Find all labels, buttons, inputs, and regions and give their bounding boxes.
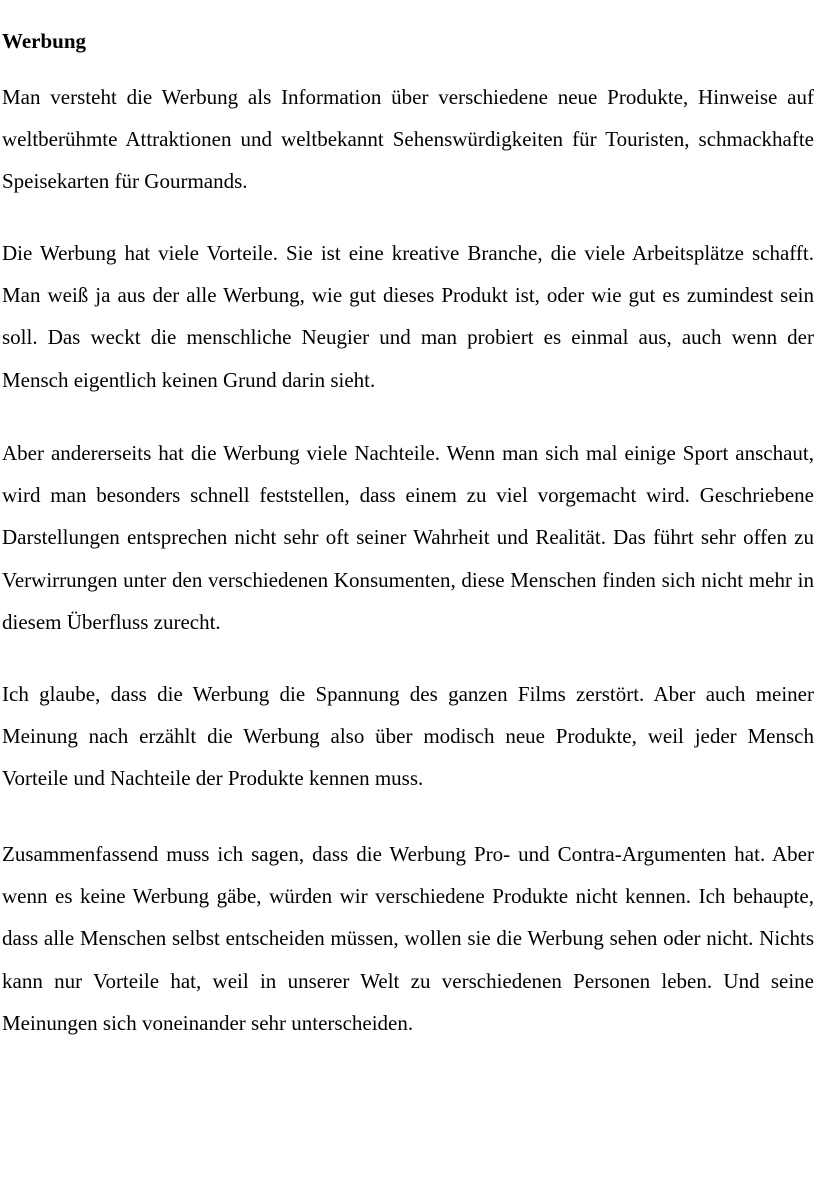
paragraph-conclusion: Zusammenfassend muss ich sagen, dass die Werbung Pro- und Contra-Argumenten hat. Aber wenn es keine Werbung gäbe, würden wir verschiedene Produkte nicht kennen. Ich behaupte, dass alle Menschen selbst entscheiden müssen, wollen sie die Werbung sehen oder nicht. Nichts kann nur Vorteile hat, weil in unserer Welt zu verschiedenen Personen leben. Und seine Meinungen sich voneinander sehr unterscheiden.: [2, 842, 814, 1035]
paragraph-intro: Man versteht die Werbung als Information über verschiedene neue Produkte, Hinweise auf weltberühmte Attraktionen und weltbekannt Sehenswürdigkeiten für Touristen, schmackhafte Speisekarten für Gourmands.: [2, 85, 814, 194]
paragraph-disadvantages: Aber andererseits hat die Werbung viele Nachteile. Wenn man sich mal einige Sport anschaut, wird man besonders schnell feststellen, dass einem zu viel vorgemacht wird. Geschriebene Darstellungen entsprechen nicht sehr oft seiner Wahrheit und Realität. Das führt sehr offen zu Verwirrungen unter den verschiedenen Konsumenten, diese Menschen finden sich nicht mehr in diesem Überfluss zurecht.: [2, 441, 814, 634]
paragraph-advantages: Die Werbung hat viele Vorteile. Sie ist eine kreative Branche, die viele Arbeitsplätze schafft. Man weiß ja aus der alle Werbung, wie gut dieses Produkt ist, oder wie gut es zumindest sein soll. Das weckt die menschliche Neugier und man probiert es einmal aus, auch wenn der Mensch eigentlich keinen Grund darin sieht.: [2, 241, 814, 392]
paragraph-opinion: Ich glaube, dass die Werbung die Spannung des ganzen Films zerstört. Aber auch meiner Meinung nach erzählt die Werbung also über modisch neue Produkte, weil jeder Mensch Vorteile und Nachteile der Produkte kennen muss.: [2, 682, 814, 791]
document-title: Werbung: [2, 29, 87, 53]
